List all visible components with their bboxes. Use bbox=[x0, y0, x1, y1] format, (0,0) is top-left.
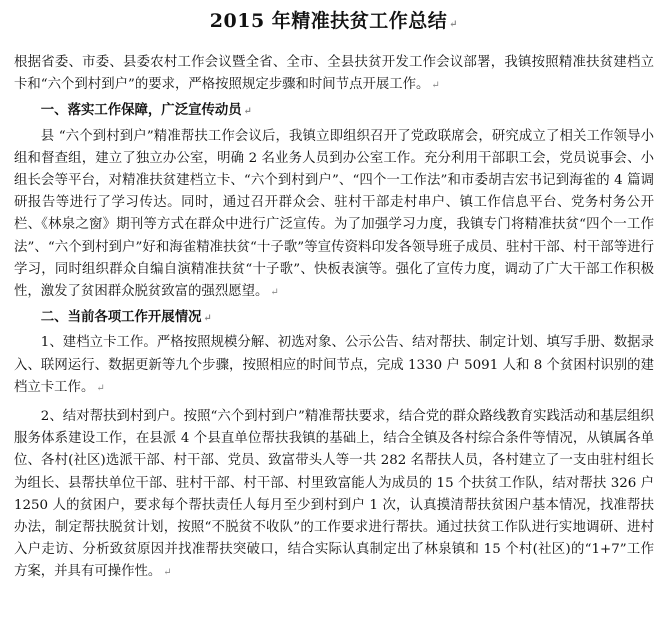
paragraph-mark-icon: ↵ bbox=[96, 382, 105, 394]
paragraph-mark-icon: ↵ bbox=[163, 567, 172, 579]
section-heading-1: 一、落实工作保障，广泛宣传动员 ↵ bbox=[40, 102, 253, 119]
section-heading-2: 二、当前各项工作开展情况 ↵ bbox=[40, 309, 212, 326]
paragraph-mark-icon: ↵ bbox=[431, 80, 440, 92]
section-1-paragraph-1: 县 “六个到村到户”精准帮扶工作会议后，我镇立即组织召开了党政联席会，研究成立了相关工作领导小组和督查组，建立了独立办公室，明确 2 名业务人员到办公室工作。充分利用干部职工会，党员说事会、小组长会等平台，对精准扶贫建档立卡、“六个到村到户”、“四个一工作法”和市委胡吉宏书记到海雀的 4 篇调研报告等进行了学习传达。同时，通过召开群众会、驻村干部走村串户、镇工作信息平台、党务村务公开栏、《林泉之窗》期刊等方式在群众中进行广泛宣传。为了加强学习力度，我镇专门将精准扶贫“四个一工作法”、“六个到村到户”好和海雀精准扶贫“十子歌”等宣传资料印发各领导班子成员、驻村干部、村干部等进行学习，同时组织群众自编自演精准扶贫“十子歌”、快板表演等。强化了宣传力度，调动了广大干部工作积极性，激发了贫困群众脱贫致富的强烈愿望。 ↵ bbox=[14, 128, 654, 300]
paragraph-mark-icon: ↵ bbox=[203, 313, 212, 325]
intro-paragraph: 根据省委、市委、县委农村工作会议暨全省、全市、全县扶贫开发工作会议部署，我镇按照精准扶贫建档立卡和“六个到村到户”的要求，严格按照规定步骤和时间节点开展工作。 ↵ bbox=[14, 55, 654, 93]
section-2-paragraph-2: 2、结对帮扶到村到户。按照“六个到村到户”精准帮扶要求，结合党的群众路线教育实践活动和基层组织服务体系建设工作，在县派 4 个县直单位帮扶我镇的基础上，结合全镇及各村综合条件等情况，从镇属各单位、各村(社区)选派干部、村干部、党员、致富带头人等一共 282 名帮扶人员，各村建立了一支由驻村组长为组长、县帮扶单位干部、驻村干部、村干部、村里致富能人为成员的 15 个扶贫工作队，结对帮扶 326 户 1250 人的贫困户，要求每个帮扶责任人每月至少到村到户 1 次，认真摸清帮扶贫困户基本情况，找准帮扶办法，制定帮扶脱贫计划，按照“不脱贫不收队”的工作要求进行帮扶。通过扶贫工作队进行实地调研、进村入户走访、分析致贫原因并找准帮扶突破口，结合实际认真制定出了林泉镇和 15 个村(社区)的“1+7”工作方案，并具有可操作性。 ↵ bbox=[14, 409, 654, 580]
paragraph-mark-icon: ↵ bbox=[243, 106, 253, 118]
paragraph-mark-icon: ↵ bbox=[449, 19, 459, 30]
paragraph-mark-icon: ↵ bbox=[270, 287, 279, 299]
document-title: 2015 年精准扶贫工作总结 ↵ bbox=[209, 10, 459, 32]
section-2-paragraph-1: 1、建档立卡工作。严格按照规模分解、初选对象、公示公告、结对帮扶、制定计划、填写手册、数据录入、联网运行、数据更新等九个步骤，按照相应的时间节点，完成 1330 户 5091 人和 8 个贫困村识别的建档立卡工作。 ↵ bbox=[14, 335, 654, 395]
document-page bbox=[14, 6, 654, 585]
